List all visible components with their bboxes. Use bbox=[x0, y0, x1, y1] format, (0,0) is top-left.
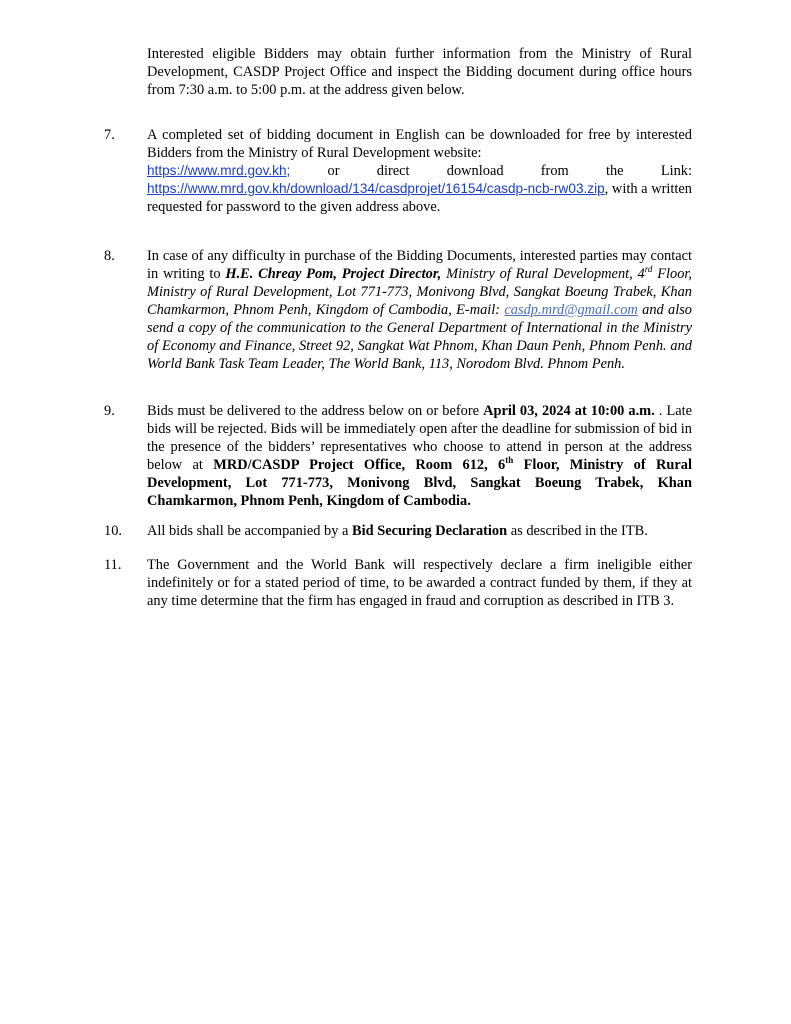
clause-10-text-b: as described in the ITB. bbox=[510, 523, 648, 539]
word-from: from bbox=[540, 163, 569, 179]
clause-7-text: A completed set of bidding document in English can be downloaded for free by interested Bidders from the Ministry of Rural Development website: bbox=[147, 127, 692, 161]
clause-8-text-a: In case of any difficulty in purchase of the Bidding Documents, interested parties may contact in writing to bbox=[147, 248, 692, 282]
contact-name: H.E. Chreay Pom, Project Director, bbox=[225, 266, 442, 282]
email-link[interactable]: casdp.mrd@gmail.com bbox=[504, 302, 638, 318]
clause-8-text-c: Floor, Ministry of Rural Development, Lot 771-773, Monivong Blvd, Sangkat Boeung Trabek, Khan Chamkarmon, Phnom Penh, Kingdom of Cambodia, E-mail: bbox=[147, 266, 693, 318]
word-or: or bbox=[327, 163, 340, 179]
website-link[interactable]: https://www.mrd.gov.kh; bbox=[147, 163, 291, 178]
word-direct: direct bbox=[376, 163, 410, 179]
clause-10-text-a: All bids shall be accompanied by a bbox=[147, 523, 349, 539]
superscript-th: th bbox=[505, 455, 514, 466]
bid-deadline: April 03, 2024 at 10:00 a.m. bbox=[483, 403, 655, 419]
superscript-rd: rd bbox=[644, 264, 653, 275]
clause-number: 8. bbox=[104, 248, 115, 264]
clause-number: 10. bbox=[104, 523, 122, 539]
clause-number: 11. bbox=[104, 557, 122, 573]
bid-address-b: Floor, Ministry of Rural Development, Lot 771-773, Monivong Blvd, Sangkat Boeung Trabek, Khan Chamkarmon, Phnom Penh, Kingdom of Cambodia. bbox=[147, 457, 692, 509]
word-the: the bbox=[605, 163, 624, 179]
word-link: Link: bbox=[660, 163, 692, 179]
clause-body bbox=[147, 556, 692, 610]
clause-number: 7. bbox=[104, 127, 115, 143]
clause-body bbox=[147, 402, 692, 510]
clause-11-text: The Government and the World Bank will respectively declare a firm ineligible either indefinitely or for a stated period of time, to be awarded a contract funded by them, if they at any time determine that the firm has engaged in fraud and corruption as described in ITB 3. bbox=[147, 557, 692, 609]
bid-securing-declaration: Bid Securing Declaration bbox=[352, 523, 508, 539]
clause-7-text-b: , with a written requested for password to the given address above. bbox=[147, 181, 692, 215]
bid-address-a: MRD/CASDP Project Office, Room 612, 6 bbox=[213, 457, 506, 473]
intro-text: Interested eligible Bidders may obtain further information from the Ministry of Rural Development, CASDP Project Office and inspect the Bidding document during office hours from 7:30 a.m. to 5:00 p.m. at the address given below. bbox=[147, 46, 692, 98]
clause-body bbox=[147, 247, 692, 373]
download-link[interactable]: https://www.mrd.gov.kh/download/134/casdprojet/16154/casdp-ncb-rw03.zip bbox=[147, 181, 605, 196]
clause-8-text-d: and also send a copy of the communication to the General Department of International in the Ministry of Economy and Finance, Street 92, Sangkat Wat Phnom, Khan Daun Penh, Phnom Penh. and World Bank Task Team Leader, The World Bank, 113, Norodom Blvd. Phnom Penh. bbox=[147, 302, 692, 372]
clause-8-text-b: Ministry of Rural Development, 4 bbox=[446, 266, 645, 282]
clause-number: 9. bbox=[104, 403, 115, 419]
clause-9-text-a: Bids must be delivered to the address below on or before bbox=[147, 403, 480, 419]
word-download: download bbox=[446, 163, 504, 179]
clause-7-link-line bbox=[147, 162, 692, 180]
intro-paragraph bbox=[147, 45, 692, 99]
clause-body bbox=[147, 522, 692, 540]
clause-9-text-b: . Late bids will be rejected. Bids will be immediately open after the deadline for submission of bid in the presence of the bidders’ representatives who choose to attend in person at the address below at bbox=[147, 403, 693, 473]
clause-body bbox=[147, 126, 692, 216]
